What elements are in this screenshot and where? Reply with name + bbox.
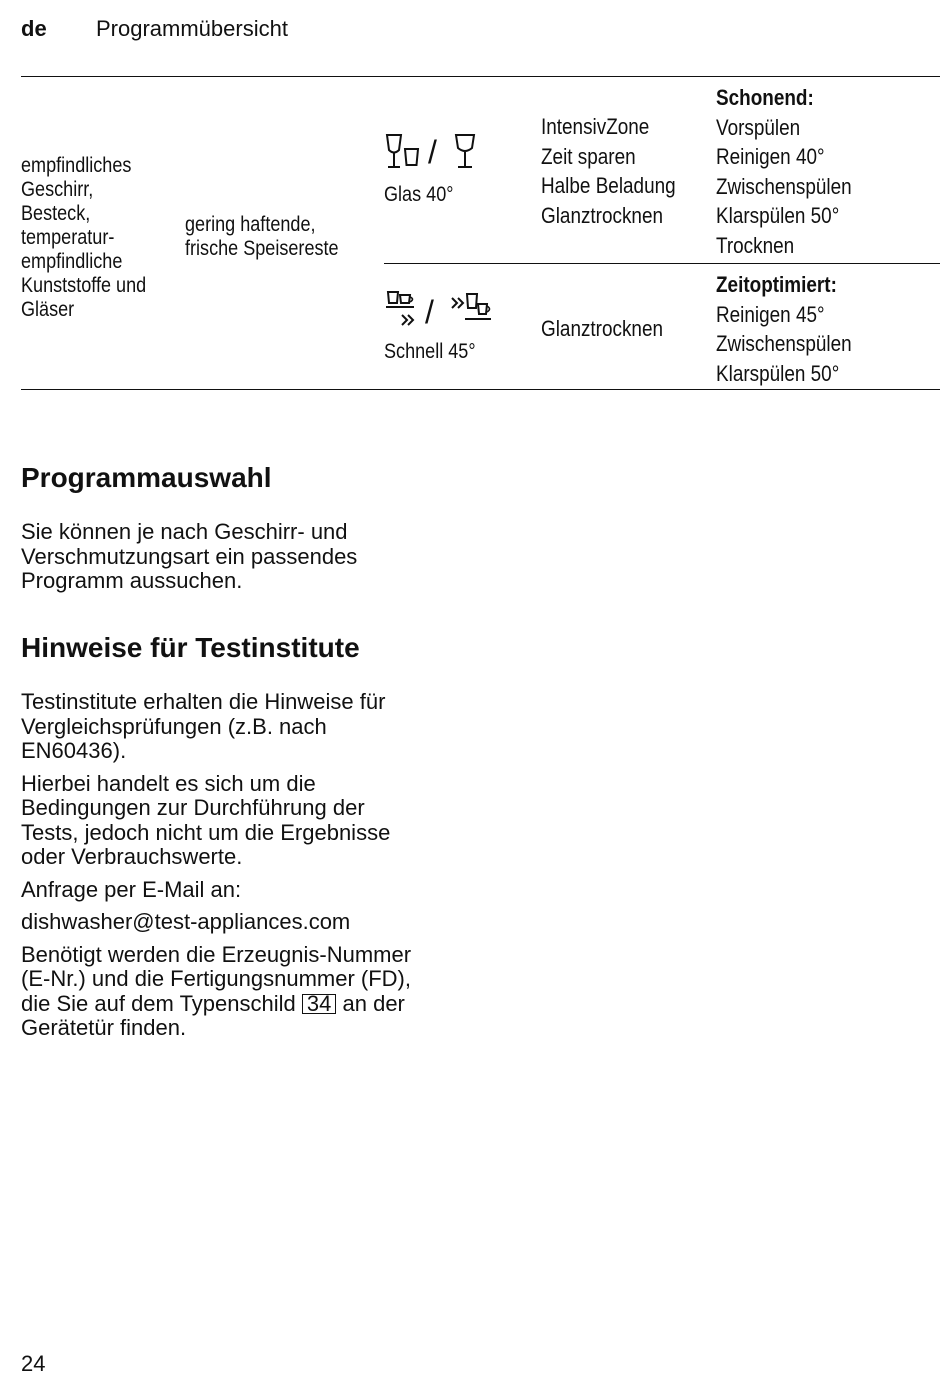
icon-separator: /: [425, 294, 434, 330]
section-heading-programmauswahl: Programmauswahl: [21, 462, 272, 493]
quick-cups-icon: [384, 288, 420, 330]
quick-cups-arrow-icon: [449, 290, 495, 330]
sequence-glas: Schonend: Vorspülen Reinigen 40° Zwischenspülen Klarspülen 50° Trocknen: [716, 85, 852, 258]
language-code: de: [21, 16, 47, 41]
page-number: 24: [21, 1351, 46, 1376]
page-title: Programmübersicht: [96, 16, 288, 41]
paragraph: Anfrage per E-Mail an:: [21, 876, 242, 902]
options-glas: IntensivZone Zeit sparen Halbe Beladung Glanztrocknen: [541, 114, 676, 228]
program-name-schnell: Schnell 45°: [384, 340, 476, 363]
email-address[interactable]: dishwasher@test-appliances.com: [21, 909, 351, 934]
section-heading-testinstitute: Hinweise für Testinstitute: [21, 632, 360, 663]
program-name-glas: Glas 40°: [384, 183, 454, 206]
options-schnell: Glanztrocknen: [541, 316, 663, 341]
section-body-testinstitute: [21, 690, 461, 1049]
paragraph: Hierbei handelt es sich um die Bedingungen zur Durchführung der Tests, jedoch nicht um die Ergebnisse oder Verbrauchswerte.: [21, 770, 391, 869]
rating-plate-reference: 34: [302, 994, 336, 1014]
table-top-rule: [21, 76, 940, 77]
paragraph: Benötigt werden die Erzeugnis-Nummer (E-Nr.) und die Fertigungsnummer (FD), die Sie auf dem Typenschild 34 an der Gerätetür finden.: [21, 941, 412, 1040]
row-divider: [384, 263, 940, 264]
icon-separator: /: [428, 134, 437, 170]
soil-cell: gering haftende, frische Speisereste: [185, 213, 339, 260]
dishes-cell: empfindliches Geschirr, Besteck, temperatur- empfindliche Kunststoffe und Gläser: [21, 154, 147, 321]
section-body-programmauswahl: Sie können je nach Geschirr- und Verschmutzungsart ein passendes Programm aussuchen.: [21, 519, 358, 593]
wine-glass-icon: [452, 132, 480, 172]
table-bottom-rule: [21, 389, 940, 390]
sequence-schnell: Zeitoptimiert: Reinigen 45° Zwischenspülen Klarspülen 50°: [716, 272, 852, 386]
glass-tumbler-icon: [384, 132, 424, 172]
paragraph: Testinstitute erhalten die Hinweise für Vergleichsprüfungen (z.B. nach EN60436).: [21, 689, 386, 763]
